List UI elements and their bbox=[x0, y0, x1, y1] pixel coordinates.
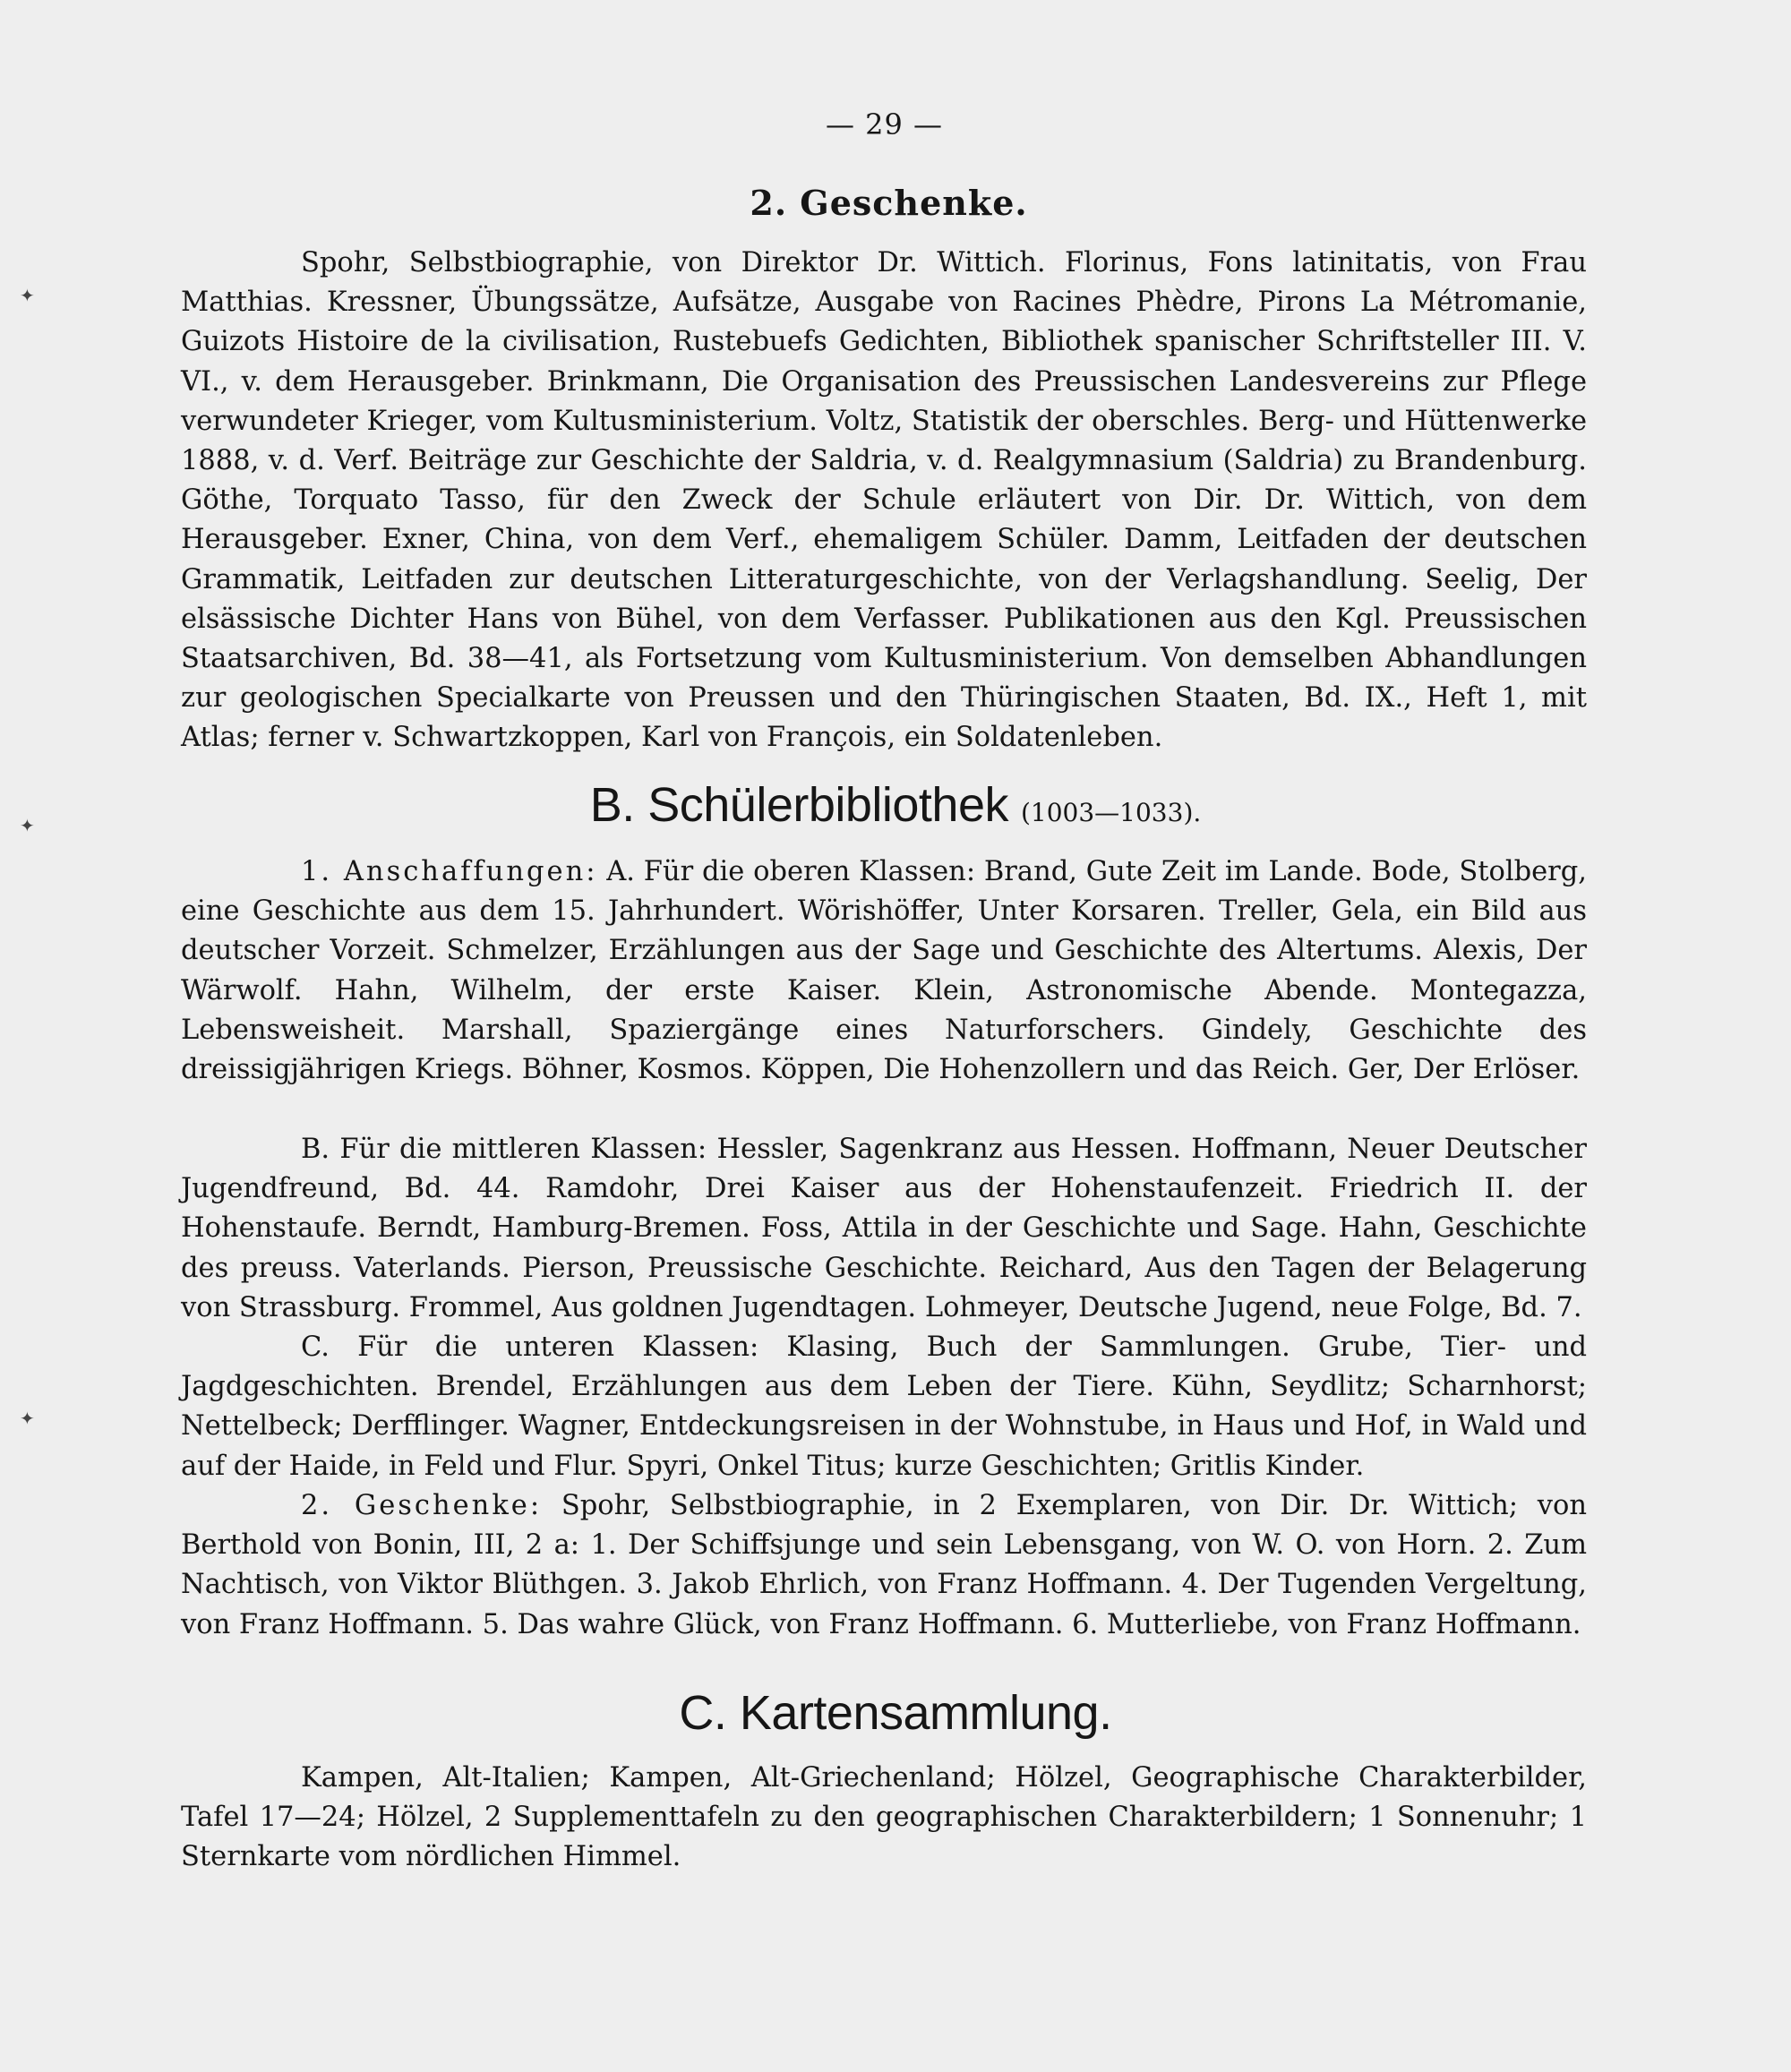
anschaffungen-paragraph bbox=[181, 852, 1587, 1090]
binding-hole-mark: ✦ bbox=[20, 1408, 35, 1429]
binding-hole-mark: ✦ bbox=[20, 815, 35, 836]
anschaffungen-text: A. Für die oberen Klassen: Brand, Gute Zeit im Lande. Bode, Stolberg, eine Geschichte aus dem 15. Jahrhundert. Wörishöffer, Unter Korsaren. Treller, Gela, ein Bild aus deutscher Vorzeit. Schmelzer, Erzählungen aus der Sage und Geschichte des Altertums. Alexis, Der Wärwolf. Hahn, Wilhelm, der erste Kaiser. Klein, Astronomische Abende. Montegazza, Lebensweisheit. Marshall, Spaziergänge eines Naturforschers. Gindely, Geschichte des dreissigjährigen Kriegs. Böhner, Kosmos. Köppen, Die Hohenzollern und das Reich. Ger, Der Erlöser. bbox=[181, 856, 1587, 1086]
binding-hole-mark: ✦ bbox=[20, 285, 35, 306]
gifts-heading: 2. Geschenke. bbox=[750, 183, 1028, 223]
page-number: — 29 — bbox=[825, 107, 944, 141]
section-b-title: B. Schülerbibliothek bbox=[589, 778, 1008, 832]
geschenke-paragraph bbox=[181, 1486, 1587, 1645]
geschenke-label: 2. Geschenke: bbox=[301, 1490, 543, 1521]
section-b-range: (1003—1033). bbox=[1021, 798, 1202, 827]
kartensammlung-paragraph: Kampen, Alt-Italien; Kampen, Alt-Griechenland; Hölzel, Geographische Charakterbilder, Tafel 17—24; Hölzel, 2 Supplementtafeln zu den geographischen Charakterbildern; 1 Sonnenuhr; 1 Sternkarte vom nördlichen Himmel. bbox=[181, 1762, 1587, 1873]
section-b-heading bbox=[0, 777, 1791, 833]
gifts-paragraph: Spohr, Selbstbiographie, von Direktor Dr. Wittich. Florinus, Fons latinitatis, von Frau Matthias. Kressner, Übungssätze, Aufsätze, Ausgabe von Racines Phèdre, Pirons La Métromanie, Guizots Histoire de la civilisation, Rustebuefs Gedichten, Bibliothek spanischer Schriftsteller III. V. VI., v. dem Herausgeber. Brinkmann, Die Organisation des Preussischen Landesvereins zur Pflege verwundeter Krieger, vom Kultusministerium. Voltz, Statistik der oberschles. Berg- und Hüttenwerke 1888, v. d. Verf. Beiträge zur Geschichte der Saldria, v. d. Realgymnasium (Saldria) zu Brandenburg. Göthe, Torquato Tasso, für den Zweck der Schule erläutert von Dir. Dr. Wittich, von dem Herausgeber. Exner, China, von dem Verf., ehemaligem Schüler. Damm, Leitfaden der deutschen Grammatik, Leitfaden zur deutschen Litteraturgeschichte, von der Verlagshandlung. Seelig, Der elsässische Dichter Hans von Bühel, von dem Verfasser. Publikationen aus den Kgl. Preussischen Staatsarchiven, Bd. 38—41, als Fortsetzung vom Kultusministerium. Von demselben Abhandlungen zur geologischen Specialkarte von Preussen und den Thüringischen Staaten, Bd. IX., Heft 1, mit Atlas; ferner v. Schwartzkoppen, Karl von François, ein Soldatenleben. bbox=[181, 247, 1587, 754]
mittlere-klassen-paragraph: B. Für die mittleren Klassen: Hessler, Sagenkranz aus Hessen. Hoffmann, Neuer Deutscher Jugendfreund, Bd. 44. Ramdohr, Drei Kaiser aus der Hohenstaufenzeit. Friedrich II. der Hohenstaufe. Berndt, Hamburg-Bremen. Foss, Attila in der Geschichte und Sage. Hahn, Geschichte des preuss. Vaterlands. Pierson, Preussische Geschichte. Reichard, Aus den Tagen der Belagerung von Strassburg. Frommel, Aus goldnen Jugendtagen. Lohmeyer, Deutsche Jugend, neue Folge, Bd. 7. bbox=[181, 1134, 1587, 1323]
anschaffungen-label: 1. Anschaffungen: bbox=[301, 856, 598, 887]
untere-klassen-paragraph: C. Für die unteren Klassen: Klasing, Buch der Sammlungen. Grube, Tier- und Jagdgeschichten. Brendel, Erzählungen aus dem Leben der Tiere. Kühn, Seydlitz; Scharnhorst; Nettelbeck; Derfflinger. Wagner, Entdeckungsreisen in der Wohnstube, in Haus und Hof, in Wald und auf der Haide, in Feld und Flur. Spyri, Onkel Titus; kurze Geschichten; Gritlis Kinder. bbox=[181, 1331, 1587, 1482]
geschenke-text: Spohr, Selbstbiographie, in 2 Exemplaren, von Dir. Dr. Wittich; von Berthold von Bonin, III, 2 a: 1. Der Schiffsjunge und sein Lebensgang, von W. O. von Horn. 2. Zum Nachtisch, von Viktor Blüthgen. 3. Jakob Ehrlich, von Franz Hoffmann. 4. Der Tugenden Vergeltung, von Franz Hoffmann. 5. Das wahre Glück, von Franz Hoffmann. 6. Mutterliebe, von Franz Hoffmann. bbox=[181, 1490, 1587, 1640]
section-c-title: C. Kartensammlung. bbox=[679, 1686, 1112, 1740]
section-c-heading bbox=[0, 1685, 1791, 1741]
